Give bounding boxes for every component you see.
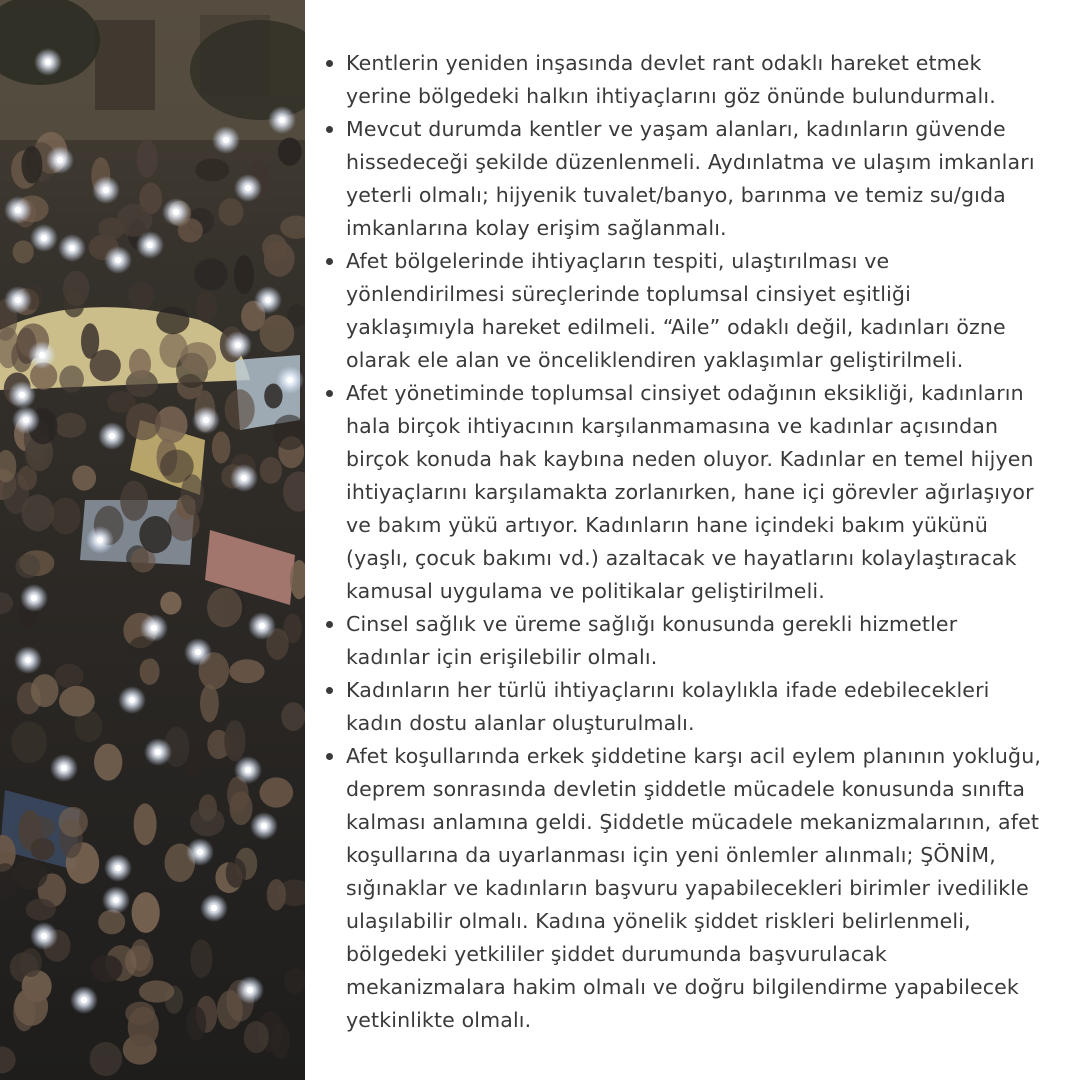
list-item — [346, 47, 1046, 113]
list-item-text: Mevcut durumda kentler ve yaşam alanları, kadınların güvende hissedeceği şekilde düzenlenmeli. Aydınlatma ve ulaşım imkanları yeterli olmalı; hijyenik tuvalet/banyo, barınma ve temiz su/gıda imkanlarına kolay erişim sağlanmalı. — [346, 117, 1035, 240]
list-item — [346, 674, 1046, 740]
list-item-text: Afet yönetiminde toplumsal cinsiyet odağının eksikliği, kadınların hala birçok ihtiyacının karşılanmamasına ve kadınlar açısından birçok konuda hak kaybına neden oluyor. Kadınlar en temel hijyen ihtiyaçlarını karşılamakta zorlanırken, hane içi görevler ağırlaşıyor ve bakım yükü artıyor. Kadınların hane içindeki bakım yükünü (yaşlı, çocuk bakımı vd.) azaltacak ve hayatlarını kolaylaştıracak kamusal uygulama ve politikalar geliştirilmeli. — [346, 381, 1034, 603]
list-item-text: Afet bölgelerinde ihtiyaçların tespiti, ulaştırılması ve yönlendirilmesi süreçlerinde toplumsal cinsiyet eşitliği yaklaşımıyla hareket edilmeli. “Aile” odaklı değil, kadınları özne olarak ele alan ve önceliklendiren yaklaşımlar geliştirilmeli. — [346, 249, 1006, 372]
list-item-text: Afet koşullarında erkek şiddetine karşı acil eylem planının yokluğu, deprem sonrasında devletin şiddetle mücadele konusunda sınıfta kalması anlamına geldi. Şiddetle mücadele mekanizmalarının, afet koşullarına da uyarlanması için yeni önlemler alınmalı; ŞÖNİM, sığınaklar ve kadınların başvuru yapabilecekleri birimler ivedilikle ulaşılabilir olmalı. Kadına yönelik şiddet riskleri belirlenmeli, bölgedeki yetkililer şiddet durumunda başvurulacak mekanizmalara hakim olmalı ve doğru bilgilendirme yapabilecek yetkinlikte olmalı. — [346, 744, 1042, 1032]
bullet-list — [346, 47, 1046, 1037]
list-item — [346, 608, 1046, 674]
list-item-text: Kadınların her türlü ihtiyaçlarını kolaylıkla ifade edebilecekleri kadın dostu alanlar oluşturulmalı. — [346, 678, 990, 735]
list-item-text: Cinsel sağlık ve üreme sağlığı konusunda gerekli hizmetler kadınlar için erişilebilir olmalı. — [346, 612, 958, 669]
text-panel — [305, 0, 1080, 1080]
bullet-dot-icon — [326, 60, 333, 67]
bullet-dot-icon — [326, 753, 333, 760]
list-item — [346, 245, 1046, 377]
list-item-text: Kentlerin yeniden inşasında devlet rant odaklı hareket etmek yerine bölgedeki halkın ihtiyaçlarını göz önünde bulundurmalı. — [346, 51, 996, 108]
bullet-dot-icon — [326, 258, 333, 265]
list-item — [346, 740, 1046, 1037]
crowd-protest-photo — [0, 0, 305, 1080]
bullet-dot-icon — [326, 126, 333, 133]
bullet-dot-icon — [326, 390, 333, 397]
bullet-dot-icon — [326, 687, 333, 694]
list-item — [346, 377, 1046, 608]
list-item — [346, 113, 1046, 245]
bullet-dot-icon — [326, 621, 333, 628]
